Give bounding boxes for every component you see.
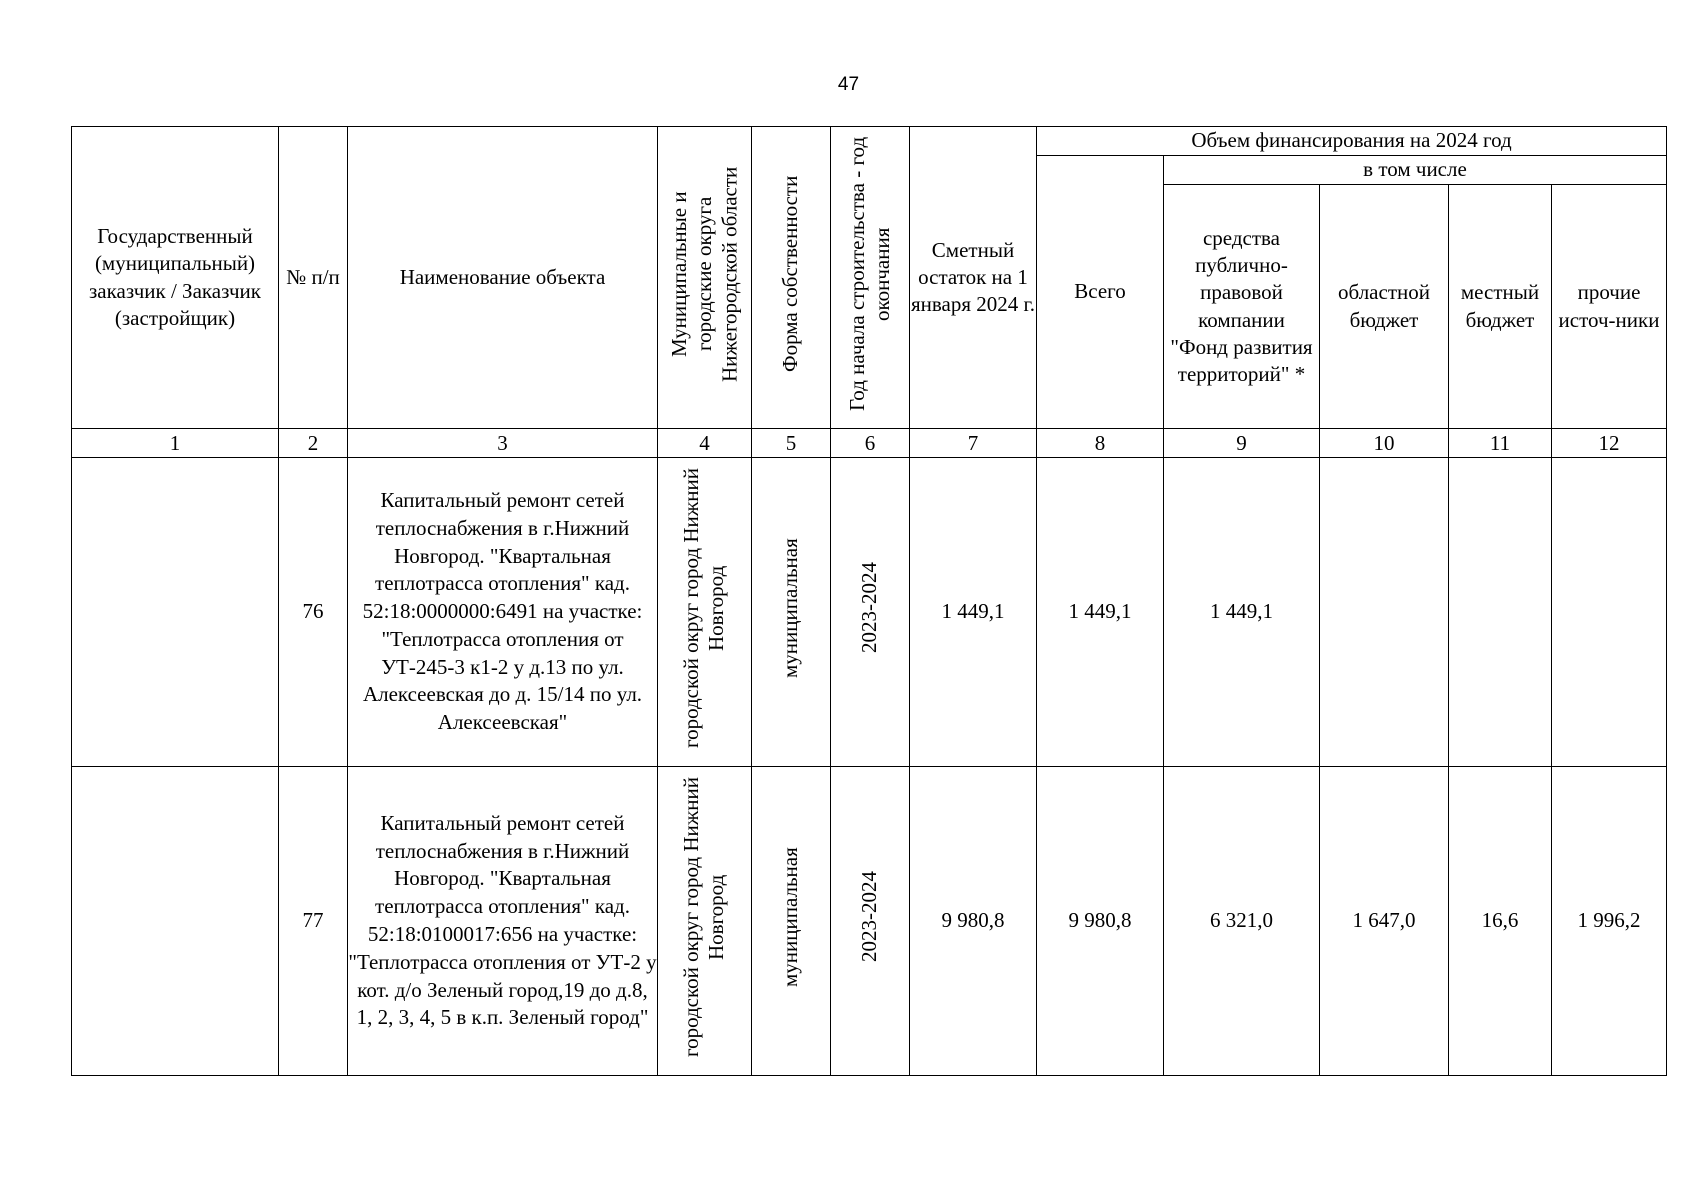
cell-ownership-text: муниципальная — [778, 847, 803, 988]
table-row — [72, 767, 1667, 1076]
cell-municipality — [658, 767, 752, 1076]
cell-municipality — [658, 458, 752, 767]
header-other: прочие источ-ники — [1552, 185, 1667, 429]
column-number: 7 — [910, 429, 1037, 458]
cell-local: 16,6 — [1449, 767, 1552, 1076]
table-row — [72, 458, 1667, 767]
header-municipality-text: Муниципальные и городские округа Нижегородской области — [666, 166, 742, 382]
column-number: 11 — [1449, 429, 1552, 458]
column-number: 4 — [658, 429, 752, 458]
column-number-row — [72, 429, 1667, 458]
column-number: 1 — [72, 429, 279, 458]
cell-estimate-balance: 9 980,8 — [910, 767, 1037, 1076]
financing-table — [71, 126, 1667, 1076]
column-number: 12 — [1552, 429, 1667, 458]
header-number: № п/п — [279, 127, 348, 429]
header-years — [831, 127, 910, 429]
header-including: в том числе — [1164, 156, 1667, 185]
cell-years-text: 2023-2024 — [857, 871, 882, 963]
header-ownership-text: Форма собственности — [778, 175, 803, 373]
cell-number: 77 — [279, 767, 348, 1076]
header-customer: Государственный (муниципальный) заказчик / Заказчик (застройщик) — [72, 127, 279, 429]
cell-total: 1 449,1 — [1037, 458, 1164, 767]
page-number: 47 — [837, 74, 860, 95]
column-number: 2 — [279, 429, 348, 458]
header-object-name: Наименование объекта — [348, 127, 658, 429]
cell-ownership — [752, 767, 831, 1076]
cell-other: 1 996,2 — [1552, 767, 1667, 1076]
cell-object-name: Капитальный ремонт сетей теплоснабжения в г.Нижний Новгород. "Квартальная теплотрасса отопления" кад. 52:18:0100017:656 на участке: "Теплотрасса отопления от УТ-2 у кот. д/о Зеленый город,19 до д.8, 1, 2, 3, 4, 5 в к.п. Зеленый город" — [348, 767, 658, 1076]
header-estimate-balance: Сметный остаток на 1 января 2024 г. — [910, 127, 1037, 429]
header-total: Всего — [1037, 156, 1164, 429]
header-years-text: Год начала строительства - год окончания — [844, 136, 894, 411]
cell-object-name: Капитальный ремонт сетей теплоснабжения в г.Нижний Новгород. "Квартальная теплотрасса отопления" кад. 52:18:0000000:6491 на участке: "Теплотрасса отопления от УТ-245-3 к1-2 у д.13 по ул. Алексеевская до д. 15/14 по ул. Алексеевская" — [348, 458, 658, 767]
cell-fund: 1 449,1 — [1164, 458, 1320, 767]
cell-number: 76 — [279, 458, 348, 767]
cell-customer — [72, 458, 279, 767]
column-number: 8 — [1037, 429, 1164, 458]
cell-other — [1552, 458, 1667, 767]
header-ownership — [752, 127, 831, 429]
header-municipality — [658, 127, 752, 429]
cell-municipality-text: городской округ город Нижний Новгород — [679, 777, 729, 1058]
cell-ownership-text: муниципальная — [778, 538, 803, 679]
cell-regional — [1320, 458, 1449, 767]
cell-total: 9 980,8 — [1037, 767, 1164, 1076]
cell-years — [831, 458, 910, 767]
column-number: 6 — [831, 429, 910, 458]
header-row-top — [72, 127, 1667, 156]
cell-ownership — [752, 458, 831, 767]
cell-fund: 6 321,0 — [1164, 767, 1320, 1076]
header-financing-group: Объем финансирования на 2024 год — [1037, 127, 1667, 156]
column-number: 5 — [752, 429, 831, 458]
cell-years — [831, 767, 910, 1076]
column-number: 3 — [348, 429, 658, 458]
column-number: 10 — [1320, 429, 1449, 458]
header-fund: средства публично-правовой компании "Фонд развития территорий" * — [1164, 185, 1320, 429]
cell-municipality-text: городской округ город Нижний Новгород — [679, 468, 729, 749]
cell-local — [1449, 458, 1552, 767]
header-regional: областной бюджет — [1320, 185, 1449, 429]
cell-years-text: 2023-2024 — [857, 562, 882, 654]
cell-regional: 1 647,0 — [1320, 767, 1449, 1076]
column-number: 9 — [1164, 429, 1320, 458]
cell-estimate-balance: 1 449,1 — [910, 458, 1037, 767]
cell-customer — [72, 767, 279, 1076]
header-local: местный бюджет — [1449, 185, 1552, 429]
